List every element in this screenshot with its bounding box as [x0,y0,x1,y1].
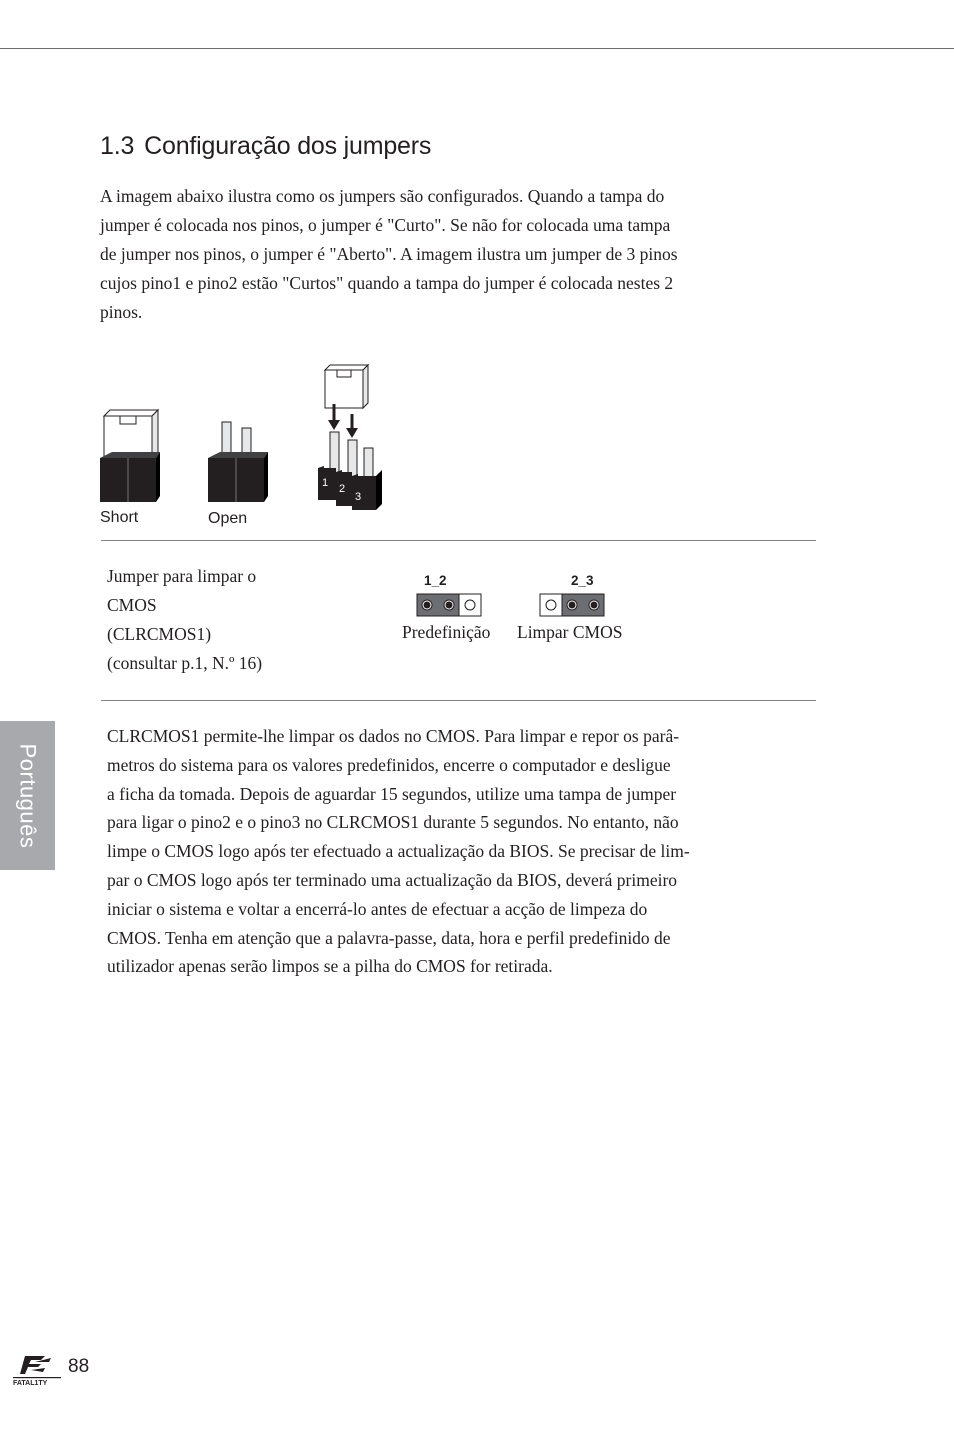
pin-number: 3 [355,491,362,503]
short-jumper-icon [100,410,160,502]
language-side-tab [0,721,55,870]
body-line: CLRCMOS1 permite-lhe limpar os dados no CMOS. Para limpar e repor os parâ- [107,726,680,746]
language-tab-label: Português [15,743,41,848]
header-rule [0,48,954,49]
open-jumper-icon [208,422,268,502]
section-title: Configuração dos jumpers [144,132,432,160]
pin-number: 2 [339,483,346,495]
clear-pins-label: 2_3 [571,573,594,588]
default-setting-label: Predefinição [402,622,491,642]
clrcmos-label-line: CMOS [107,595,157,615]
clrcmos-label-line: Jumper para limpar o [107,566,257,586]
clrcmos-label [107,562,262,678]
logo-text: FATAL1TY [13,1380,48,1387]
open-caption: Open [208,510,248,527]
body-line: limpe o CMOS logo após ter efectuado a actualização da BIOS. Se precisar de lim- [107,841,690,862]
default-pins-label: 1_2 [424,573,447,588]
three-pin-jumper-icon [318,365,382,510]
intro-line: cujos pino1 e pino2 estão "Curtos" quando a tampa do jumper é colocada nestes 2 [100,273,674,293]
table-top-rule [101,540,816,541]
body-line: iniciar o sistema e voltar a encerrá-lo antes de efectuar a acção de limpeza do [107,898,648,919]
clrcmos-label-line: (CLRCMOS1) [107,624,212,644]
body-line: CMOS. Tenha em atenção que a palavra-passe, data, hora e perfil predefinido de [107,927,671,948]
pin-number: 1 [322,477,329,489]
table-bottom-rule [101,700,816,701]
body-line: metros do sistema para os valores predefinidos, encerre o computador e desligue [107,754,671,775]
intro-line: pinos. [100,302,143,322]
short-caption: Short [100,509,139,526]
body-line: a ficha da tomada. Depois de aguardar 15 segundos, utilize uma tampa de jumper [107,783,677,804]
section-number: 1.3 [100,132,135,160]
intro-paragraph [100,182,760,327]
fatal1ty-logo-icon [11,1352,63,1388]
clear-cmos-label: Limpar CMOS [517,622,623,642]
clrcmos-label-line: (consultar p.1, N.º 16) [107,653,263,673]
intro-line: jumper é colocada nos pinos, o jumper é "Curto". Se não for colocada uma tampa [100,215,671,235]
clear-cmos-pins-icon [539,593,605,617]
jumper-illustration [96,360,396,530]
intro-line: de jumper nos pinos, o jumper é "Aberto". A imagem ilustra um jumper de 3 pinos [100,244,678,264]
intro-line: A imagem abaixo ilustra como os jumpers são configurados. Quando a tampa do [100,186,665,206]
clrcmos-description [107,722,757,981]
body-line: para ligar o pino2 e o pino3 no CLRCMOS1 durante 5 segundos. No entanto, não [107,812,679,833]
default-setting-pins-icon [416,593,482,617]
body-line: par o CMOS logo após ter terminado uma actualização da BIOS, deverá primeiro [107,869,678,890]
section-heading [100,132,431,161]
page-number: 88 [68,1356,90,1377]
body-line: utilizador apenas serão limpos se a pilha do CMOS for retirada. [107,956,553,977]
